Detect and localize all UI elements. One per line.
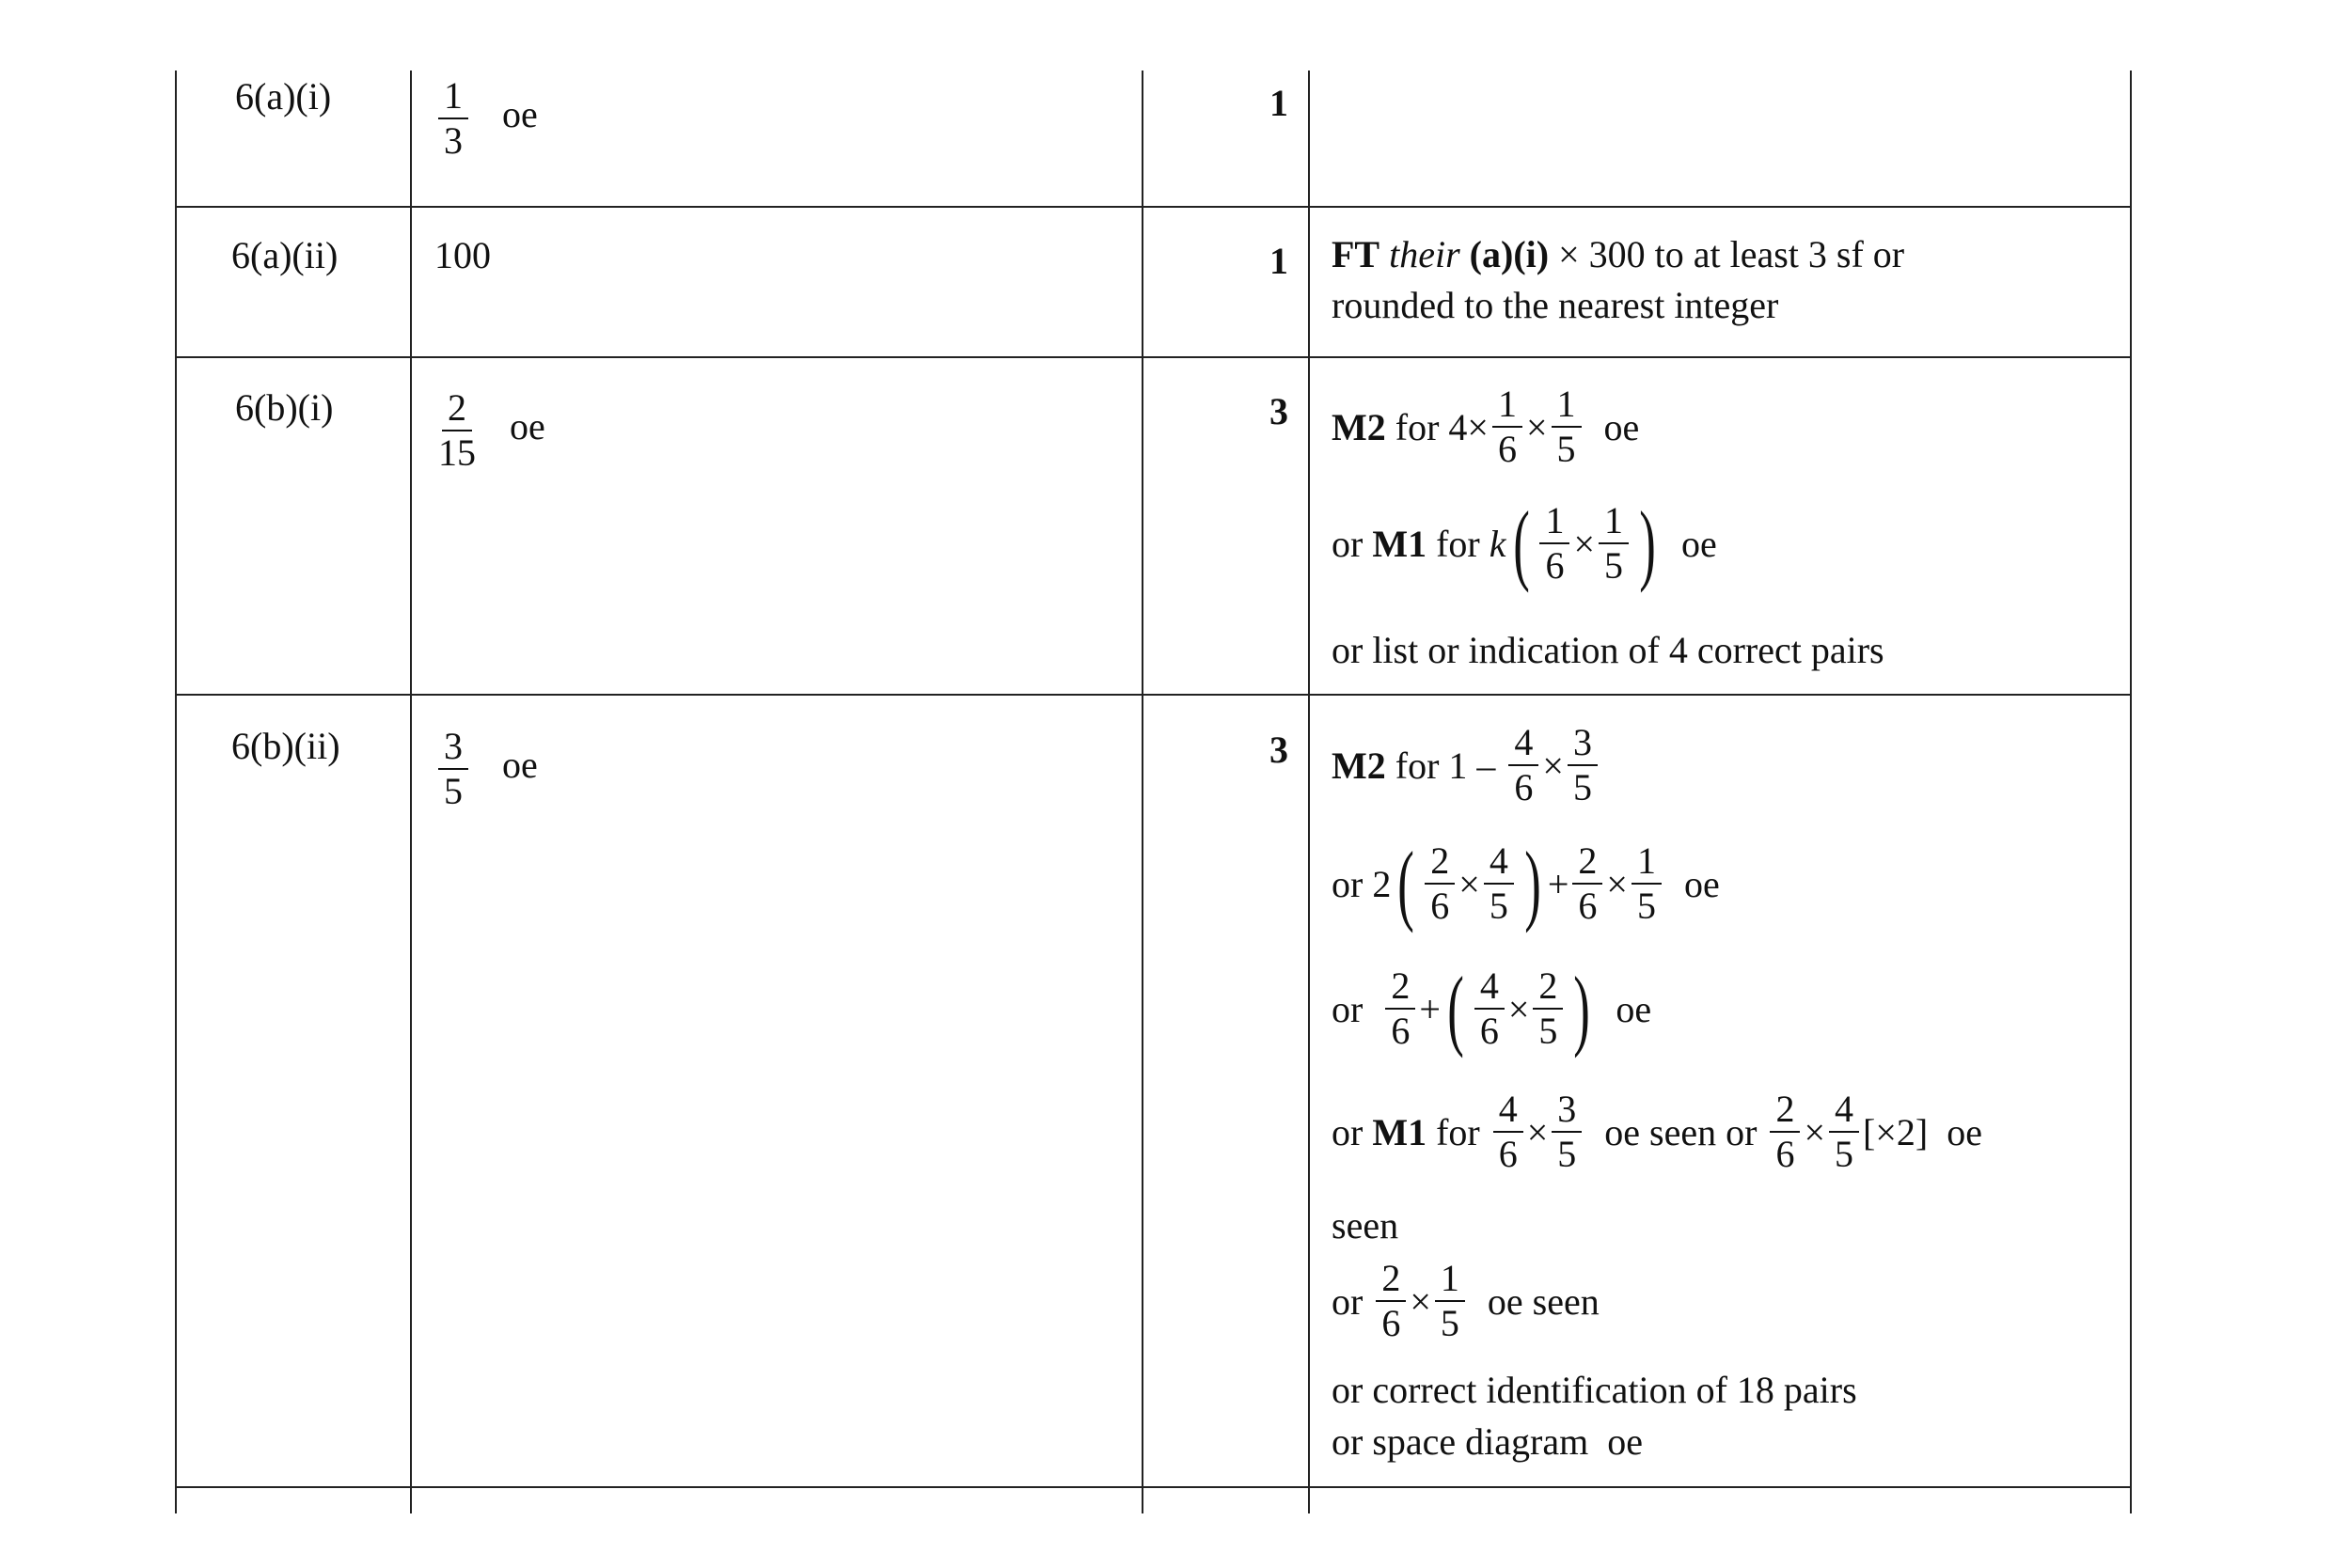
guidance-line: or M1 for k ( $\frac{1}{6}$ × $\frac{1}{5}$ ) oe [1332,493,1717,593]
question-label: 6(b)(ii) [231,725,340,767]
question-label: 6(a)(ii) [231,234,339,276]
guidance-line: M2 for 1 – $\frac{4}{6}$ × $\frac{3}{5}$ [1332,724,1601,807]
guidance-text: FT their (a)(i) × 300 to at least 3 sf or rounded to the nearest integer [1332,233,1905,326]
guidance-line: M2 for 4× $\frac{1}{6}$ × $\frac{1}{5}$ oe [1332,383,1640,470]
row-divider [175,206,2132,208]
marks-value: 1 [1269,82,1288,124]
guidance-line: or space diagram oe [1332,1420,1643,1463]
guidance-line: or M1 for $\frac{4}{6}$ × $\frac{3}{5}$ oe seen or $\frac{2}{6}$ × $\frac{4}{5}$ [×2] oe [1332,1088,1982,1175]
answer-value: 100 [434,234,491,276]
answer-suffix: oe [510,405,545,448]
table-border-right [2130,71,2132,1513]
table-divider-marks [1308,71,1310,1513]
guidance-line: or list or indication of 4 correct pairs [1332,629,1884,671]
guidance-line: or 2 6 + ( $\frac{4}{6}$ × $\frac{2}{5}$ ) oe [1332,958,1652,1058]
row-divider [175,694,2132,696]
guidance-line: or correct identification of 18 pairs [1332,1369,1857,1411]
answer-cell [434,386,545,474]
marks-value: 3 [1269,390,1288,432]
marks-value: 1 [1269,240,1288,282]
answer-suffix: oe [502,744,538,787]
answer-fraction: $\frac{2}{15}$ [438,386,476,474]
question-label: 6(b)(i) [235,386,334,429]
row-divider [175,1486,2132,1488]
guidance-line: seen [1332,1204,1399,1247]
question-label: 6(a)(i) [235,75,332,118]
answer-cell [434,74,538,162]
guidance-block [1332,714,2126,1476]
row-divider [175,356,2132,358]
answer-cell [434,725,538,812]
answer-suffix: oe [502,93,538,136]
table-border-left [175,71,177,1513]
answer-fraction: $\frac{1}{3}$ [438,77,468,160]
guidance-line: or $\frac{2}{6}$ × $\frac{1}{5}$ oe seen [1332,1257,1600,1344]
guidance-block [1332,376,2121,686]
guidance-line: or 2 ( $\frac{2}{6}$ × $\frac{4}{5}$ ) + $\frac{2}{6}$ × $\frac{1}{5}$ oe [1332,833,1720,933]
table-divider-question [410,71,412,1513]
table-divider-answer [1142,71,1143,1513]
answer-fraction: $\frac{3}{5}$ [438,728,468,810]
marks-value: 3 [1269,729,1288,771]
